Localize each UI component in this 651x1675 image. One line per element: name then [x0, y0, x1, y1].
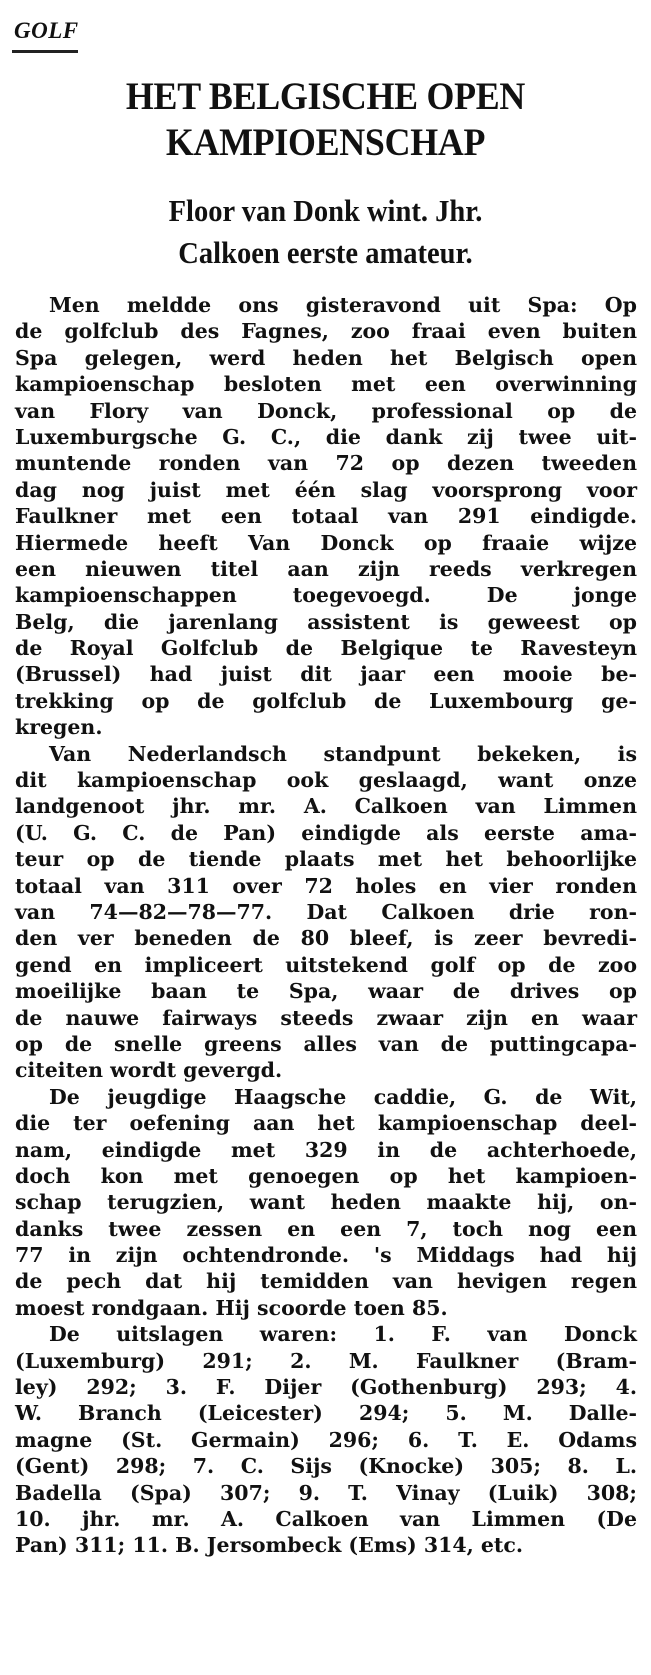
- paragraph-line: (U. G. C. de Pan) eindigde als eerste ama-: [15, 820, 637, 845]
- article-paragraph: [15, 741, 637, 1084]
- paragraph-line: kampioenschappen toegevoegd. De jonge: [15, 583, 637, 608]
- paragraph-line: (Gent) 298; 7. C. Sijs (Knocke) 305; 8. L.: [15, 1454, 637, 1479]
- paragraph-line: dag nog juist met één slag voorsprong voor: [15, 477, 637, 502]
- article-paragraph: [15, 292, 637, 741]
- paragraph-line: gend en impliceert uitstekend golf op de zoo: [15, 952, 637, 977]
- paragraph-line: Spa gelegen, werd heden het Belgisch open: [15, 345, 637, 370]
- paragraph-line: Hiermede heeft Van Donck op fraaie wijze: [15, 530, 637, 555]
- paragraph-line: Belg, die jarenlang assistent is geweest op: [15, 609, 637, 634]
- paragraph-line: 77 in zijn ochtendronde. 's Middags had hij: [15, 1243, 637, 1268]
- paragraph-line: kampioenschap besloten met een overwinning: [15, 372, 637, 397]
- paragraph-line: (Luxemburg) 291; 2. M. Faulkner (Bram-: [15, 1348, 637, 1373]
- paragraph-line: doch kon met genoegen op het kampioen-: [15, 1163, 637, 1188]
- paragraph-line: van Flory van Donck, professional op de: [15, 398, 637, 423]
- paragraph-line: Faulkner met een totaal van 291 eindigde.: [15, 504, 637, 529]
- paragraph-line: moeilijke baan te Spa, waar de drives op: [15, 979, 637, 1004]
- article-body: [15, 292, 637, 1559]
- section-underline: [12, 50, 78, 53]
- paragraph-line: nam, eindigde met 329 in de achterhoede,: [15, 1137, 637, 1162]
- paragraph-line: de golfclub des Fagnes, zoo fraai even buiten: [15, 319, 637, 344]
- section-label: GOLF: [14, 18, 79, 43]
- paragraph-line: van 74—82—78—77. Dat Calkoen drie ron-: [15, 899, 637, 924]
- paragraph-line: die ter oefening aan het kampioenschap deel-: [15, 1111, 637, 1136]
- paragraph-line: Men meldde ons gisteravond uit Spa: Op: [49, 293, 637, 317]
- headline-line: KAMPIOENSCHAP: [165, 121, 486, 164]
- paragraph-line: muntende ronden van 72 op dezen tweeden: [15, 451, 637, 476]
- paragraph-line: totaal van 311 over 72 holes en vier ronden: [15, 873, 637, 898]
- paragraph-line: teur op de tiende plaats met het behoorlijke: [15, 847, 637, 872]
- paragraph-line: Luxemburgsche G. C., die dank zij twee uit-: [15, 424, 637, 449]
- article-paragraph: [15, 1321, 637, 1559]
- paragraph-line: ley) 292; 3. F. Dijer (Gothenburg) 293; 4.: [15, 1375, 637, 1400]
- paragraph-line: Badella (Spa) 307; 9. T. Vinay (Luik) 308;: [15, 1480, 637, 1505]
- paragraph-line: een nieuwen titel aan zijn reeds verkregen: [15, 556, 637, 581]
- paragraph-line: schap terugzien, want heden maakte hij, on-: [15, 1190, 637, 1215]
- paragraph-line: (Brussel) had juist dit jaar een mooie be-: [15, 662, 637, 687]
- paragraph-line: op de snelle greens alles van de puttingcapa-: [15, 1031, 637, 1056]
- subheadline-line: Floor van Donk wint. Jhr.: [168, 193, 483, 228]
- paragraph-line: dit kampioenschap ook geslaagd, want onze: [15, 768, 637, 793]
- paragraph-line: Van Nederlandsch standpunt bekeken, is: [49, 741, 637, 766]
- paragraph-line: de Royal Golfclub de Belgique te Ravesteyn: [15, 636, 637, 661]
- headline-line: HET BELGISCHE OPEN: [125, 75, 526, 118]
- paragraph-line: W. Branch (Leicester) 294; 5. M. Dalle-: [15, 1401, 637, 1426]
- paragraph-line: De uitslagen waren: 1. F. van Donck: [49, 1322, 637, 1347]
- subheadline: [26, 190, 625, 274]
- paragraph-line: De jeugdige Haagsche caddie, G. de Wit,: [49, 1084, 637, 1109]
- paragraph-line: de pech dat hij temidden van hevigen regen: [15, 1269, 637, 1294]
- paragraph-line: magne (St. Germain) 296; 6. T. E. Odams: [15, 1427, 637, 1452]
- paragraph-line: de nauwe fairways steeds zwaar zijn en waar: [15, 1005, 637, 1030]
- paragraph-line: den ver beneden de 80 bleef, is zeer bevredi-: [15, 926, 637, 951]
- subheadline-line: Calkoen eerste amateur.: [178, 235, 473, 270]
- paragraph-line: danks twee zessen en een 7, toch nog een: [15, 1216, 637, 1241]
- paragraph-line: citeiten wordt gevergd.: [15, 1058, 283, 1083]
- article-paragraph: [15, 1084, 637, 1322]
- paragraph-line: trekking op de golfclub de Luxembourg ge-: [15, 688, 637, 713]
- paragraph-line: Pan) 311; 11. B. Jersombeck (Ems) 314, etc.: [15, 1533, 524, 1558]
- paragraph-line: 10. jhr. mr. A. Calkoen van Limmen (De: [15, 1506, 637, 1531]
- paragraph-line: landgenoot jhr. mr. A. Calkoen van Limmen: [15, 794, 637, 819]
- paragraph-line: moest rondgaan. Hij scoorde toen 85.: [15, 1295, 448, 1320]
- paragraph-line: kregen.: [15, 715, 103, 740]
- headline: [26, 74, 625, 166]
